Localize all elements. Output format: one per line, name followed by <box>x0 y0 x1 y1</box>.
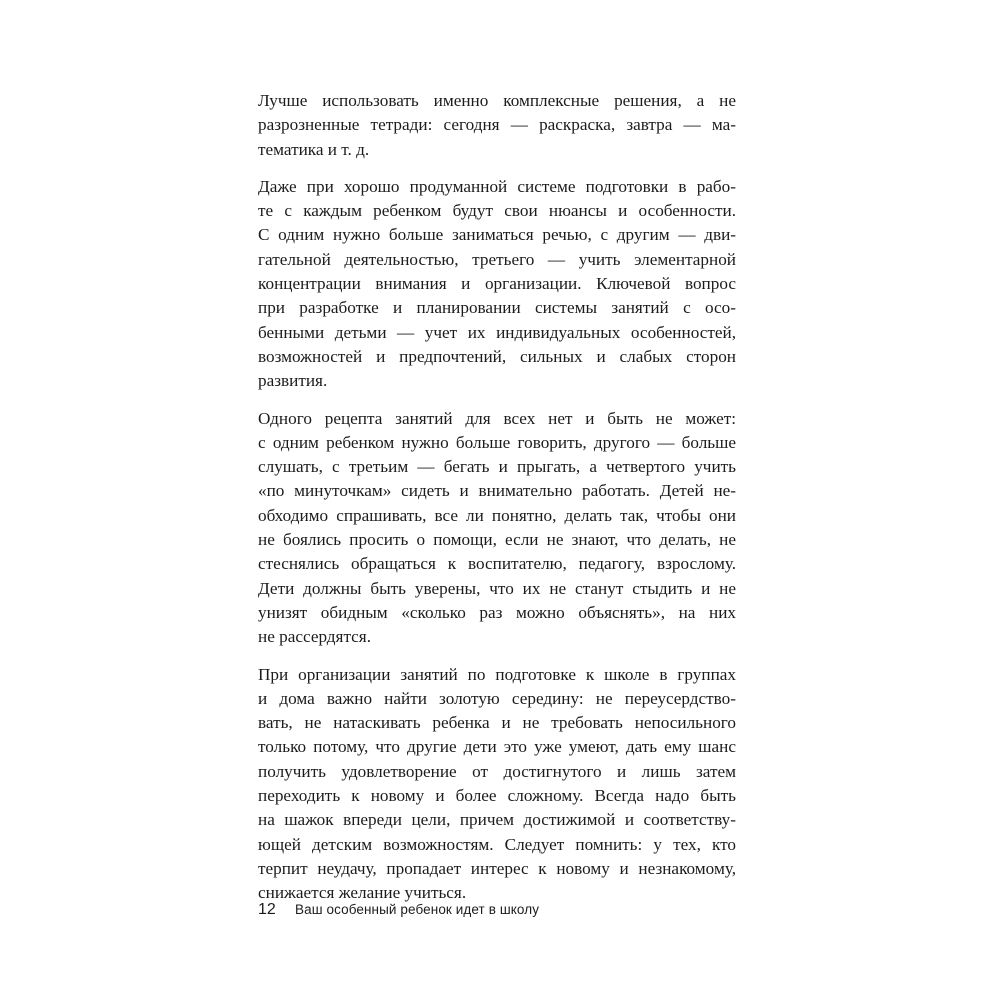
text-line: вать, не натаскивать ребенка и не требовать непосильного <box>258 713 736 733</box>
text-line: бенными детьми — учет их индивидуальных особенностей, <box>258 322 736 342</box>
paragraph-2 <box>258 175 736 394</box>
page-number: 12 <box>258 901 276 918</box>
text-line: и дома важно найти золотую середину: не переусердство- <box>258 688 736 708</box>
text-line: стеснялись обращаться к воспитателю, педагогу, взрослому. <box>258 554 736 574</box>
text-line: не рассердятся. <box>258 627 372 647</box>
text-line: при разработке и планировании системы занятий с осо- <box>258 298 736 318</box>
text-line: терпит неудачу, пропадает интерес к новому и незнакомому, <box>258 858 736 878</box>
text-line: переходить к новому и более сложному. Всегда надо быть <box>258 786 736 806</box>
text-line: концентрации внимания и организации. Ключевой вопрос <box>258 274 736 294</box>
text-line: обходимо спрашивать, все ли понятно, делать так, чтобы они <box>258 505 736 525</box>
text-line: получить удовлетворение от достигнутого и лишь затем <box>258 761 736 781</box>
text-line: Лучше использовать именно комплексные решения, а не <box>258 91 736 110</box>
text-line: При организации занятий по подготовке к школе в группах <box>258 664 736 684</box>
text-line: унизят обидным «сколько раз можно объяснять», на них <box>258 602 736 622</box>
text-line: Дети должны быть уверены, что их не станут стыдить и не <box>258 578 736 598</box>
text-line: Даже при хорошо продуманной системе подготовки в рабо- <box>258 176 736 196</box>
page-body <box>258 89 736 919</box>
text-line: только потому, что другие дети это уже умеют, дать ему шанс <box>258 737 736 757</box>
text-line: слушать, с третьим — бегать и прыгать, а четвертого учить <box>258 457 736 477</box>
text-line: на шажок впереди цели, причем достижимой и соответству- <box>258 810 736 830</box>
text-line: Одного рецепта занятий для всех нет и быть не может: <box>258 408 736 428</box>
text-line: разрозненные тетради: сегодня — раскраска, завтра — ма- <box>258 115 736 135</box>
text-line: ющей детским возможностям. Следует помнить: у тех, кто <box>258 834 736 854</box>
text-line: С одним нужно больше заниматься речью, с другим — дви- <box>258 225 736 245</box>
text-line: возможностей и предпочтений, сильных и слабых сторон <box>258 346 736 366</box>
page-footer <box>258 901 736 919</box>
text-line: те с каждым ребенком будут свои нюансы и особенности. <box>258 201 736 221</box>
text-line: развития. <box>258 371 328 391</box>
text-line: гательной деятельностью, третьего — учить элементарной <box>258 249 736 269</box>
paragraph-4 <box>258 663 736 906</box>
text-line: с одним ребенком нужно больше говорить, другого — больше <box>258 432 736 452</box>
text-line: тематика и т. д. <box>258 139 370 159</box>
text-line: не боялись просить о помощи, если не знают, что делать, не <box>258 530 736 550</box>
paragraph-1 <box>258 89 736 162</box>
running-title: Ваш особенный ребенок идет в школу <box>295 902 540 917</box>
text-line: «по минуточкам» сидеть и внимательно работать. Детей не- <box>258 481 736 501</box>
paragraph-3 <box>258 407 736 650</box>
text-line: снижается желание учиться. <box>258 883 467 903</box>
